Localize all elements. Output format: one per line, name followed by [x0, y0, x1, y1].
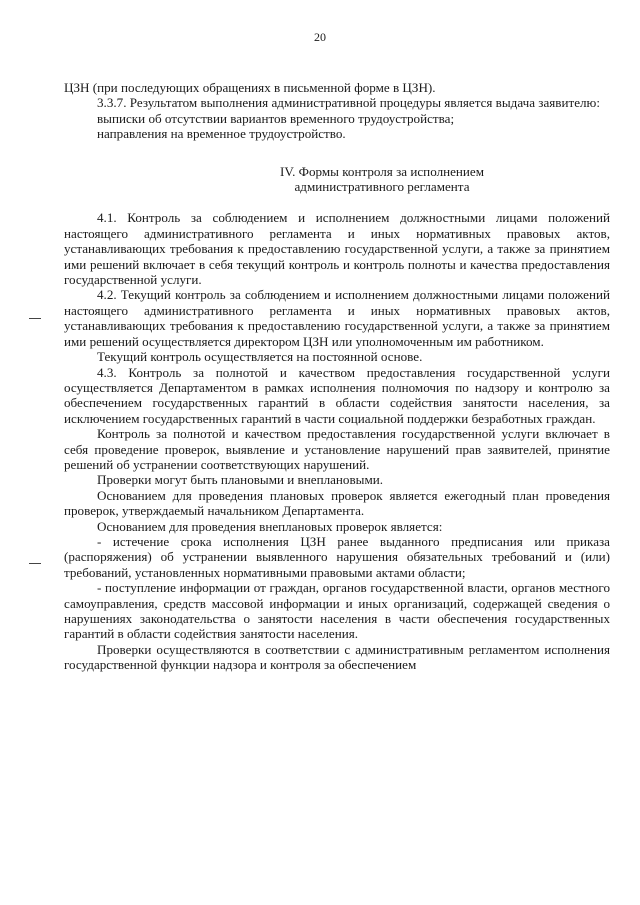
margin-mark — [29, 318, 41, 319]
paragraph: Текущий контроль осуществляется на постоянной основе. — [97, 349, 423, 365]
list-item: - истечение срока исполнения ЦЗН ранее выданного предписания или приказа (распоряжения) об устранении выявленного нарушения обязательных требований и (или) требований, установленных нормативными правовыми актами области; — [64, 533, 610, 580]
paragraph: Основанием для проведения внеплановых проверок является: — [97, 518, 443, 534]
page-number: 20 — [314, 30, 326, 44]
paragraph-continuation: ЦЗН (при последующих обращениях в письменной форме в ЦЗН). — [64, 80, 436, 95]
paragraph-3-3-7: 3.3.7. Результатом выполнения административной процедуры является выдача заявителю: — [97, 95, 600, 111]
document-body — [64, 80, 610, 673]
section-heading-line: IV. Формы контроля за исполнением — [279, 163, 485, 179]
paragraph-4-1: 4.1. Контроль за соблюдением и исполнением должностными лицами положений настоящего административного регламента и иных нормативных правовых актов, устанавливающих требования к предоставлению государственной услуги, а также за принятием ими решений включает в себя текущий контроль и контроль полноты и качества предоставления государственной услуги. — [64, 210, 610, 288]
section-heading — [64, 164, 610, 195]
paragraph: Контроль за полнотой и качеством предоставления государственной услуги включает в себя проведение проверок, выявление и установление нарушений прав заявителей, принятие решений об устранении соответствующих нарушений. — [64, 426, 610, 472]
paragraph: Проверки осуществляются в соответствии с административным регламентом исполнения государственной функции надзора и контроля за обеспечением — [64, 641, 610, 673]
list-item: выписки об отсутствии вариантов временного трудоустройства; — [97, 110, 455, 126]
list-item: - поступление информации от граждан, органов государственной власти, органов местного самоуправления, средств массовой информации и иных организаций, содержащей сведения о нарушениях законодательства о занятости населения в части обеспечения государственных гарантий в области содействия занятости населения. — [64, 580, 610, 642]
paragraph: Проверки могут быть плановыми и внеплановыми. — [97, 472, 384, 488]
paragraph-4-2: 4.2. Текущий контроль за соблюдением и исполнением должностными лицами положений настоящего административного регламента и иных нормативных правовых актов, устанавливающих требования к предоставлению государственной услуги, а также за принятием ими решений осуществляется директором ЦЗН или уполномоченным им работником. — [64, 287, 610, 349]
paragraph-4-3: 4.3. Контроль за полнотой и качеством предоставления государственной услуги осуществляется Департаментом в рамках исполнения полномочия по надзору и контролю за обеспечением государственных гарантий в области содействия занятости населения, за исключением государственных гарантий в части социальной поддержки безработных граждан. — [64, 364, 610, 426]
paragraph: Основанием для проведения плановых проверок является ежегодный план проведения проверок, утверждаемый начальником Департамента. — [64, 487, 610, 519]
margin-mark — [29, 563, 41, 564]
section-heading-line: административного регламента — [294, 179, 470, 195]
list-item: направления на временное трудоустройство. — [97, 126, 346, 142]
